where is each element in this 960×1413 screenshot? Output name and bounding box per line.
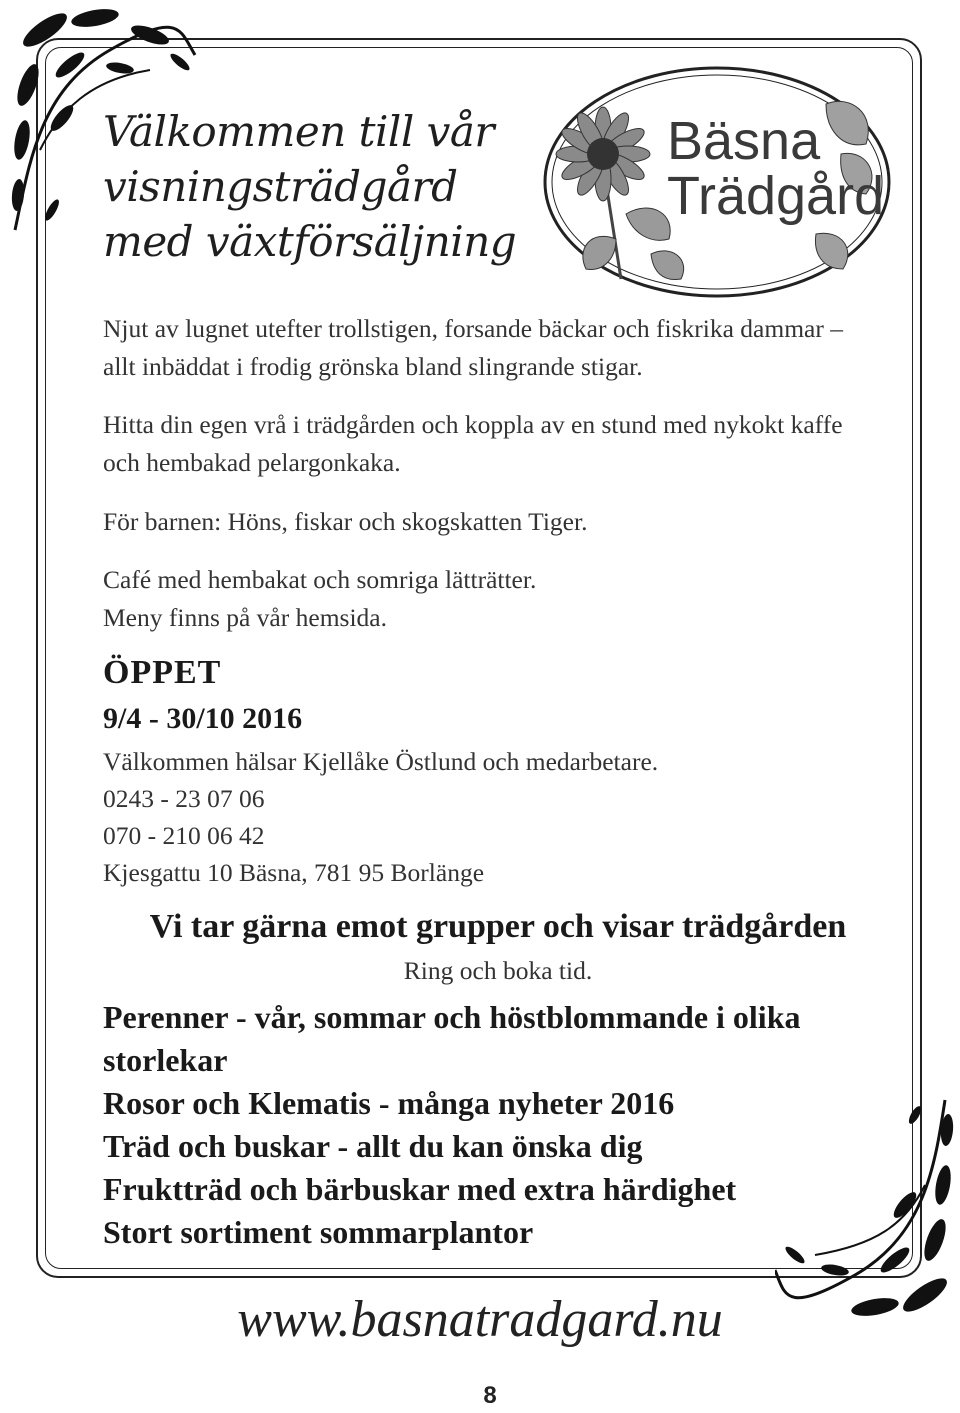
cafe-line: Café med hembakat och somriga lätträtter.: [103, 565, 537, 594]
basna-tradgard-logo: [541, 64, 893, 300]
product-item: Rosor och Klematis - många nyheter 2016: [103, 1085, 675, 1121]
phone-2: 070 - 210 06 42: [103, 821, 265, 850]
opening-dates: 9/4 - 30/10 2016: [103, 702, 303, 735]
menu-line: Meny finns på vår hemsida.: [103, 603, 387, 632]
greeting: Välkommen hälsar Kjellåke Östlund och medarbetare.: [103, 747, 659, 776]
intro-paragraph-1: Njut av lugnet utefter trollstigen, forsande bäckar och fiskrika dammar – allt inbäddat i frodig grönska bland slingrande stigar.: [103, 314, 843, 381]
intro-paragraph-2: Hitta din egen vrå i trädgården och koppla av en stund med nykokt kaffe och hembakad pelargonkaka.: [103, 410, 843, 477]
phone-1: 0243 - 23 07 06: [103, 784, 265, 813]
logo-name-line-1: Bäsna: [667, 111, 821, 171]
address: Kjesgattu 10 Bäsna, 781 95 Borlänge: [103, 858, 485, 887]
intro-paragraph-4: [103, 561, 536, 637]
opening-title: ÖPPET: [103, 654, 222, 691]
booking-note: Ring och boka tid.: [403, 956, 593, 985]
product-item: Fruktträd och bärbuskar med extra härdighet: [103, 1171, 737, 1207]
headline-line-3: med växtförsäljning: [103, 217, 517, 266]
product-item: Perenner - vår, sommar och höstblommande i olika storlekar: [103, 999, 801, 1078]
product-item: Stort sortiment sommarplantor: [103, 1214, 534, 1250]
product-list: [103, 996, 893, 1254]
headline-line-1: Välkommen till vår: [103, 107, 494, 156]
logo-name-line-2: Trädgård: [667, 166, 885, 226]
website-link[interactable]: www.basnatradgard.nu: [237, 1291, 723, 1348]
groups-heading: Vi tar gärna emot grupper och visar trädgården: [149, 908, 847, 945]
page-number: 8: [483, 1382, 497, 1409]
product-item: Träd och buskar - allt du kan önska dig: [103, 1128, 643, 1164]
headline: [103, 104, 516, 269]
contact-block: [103, 743, 658, 891]
headline-line-2: visningsträdgård: [103, 162, 458, 211]
intro-paragraph-3: För barnen: Höns, fiskar och skogskatten Tiger.: [103, 507, 588, 536]
